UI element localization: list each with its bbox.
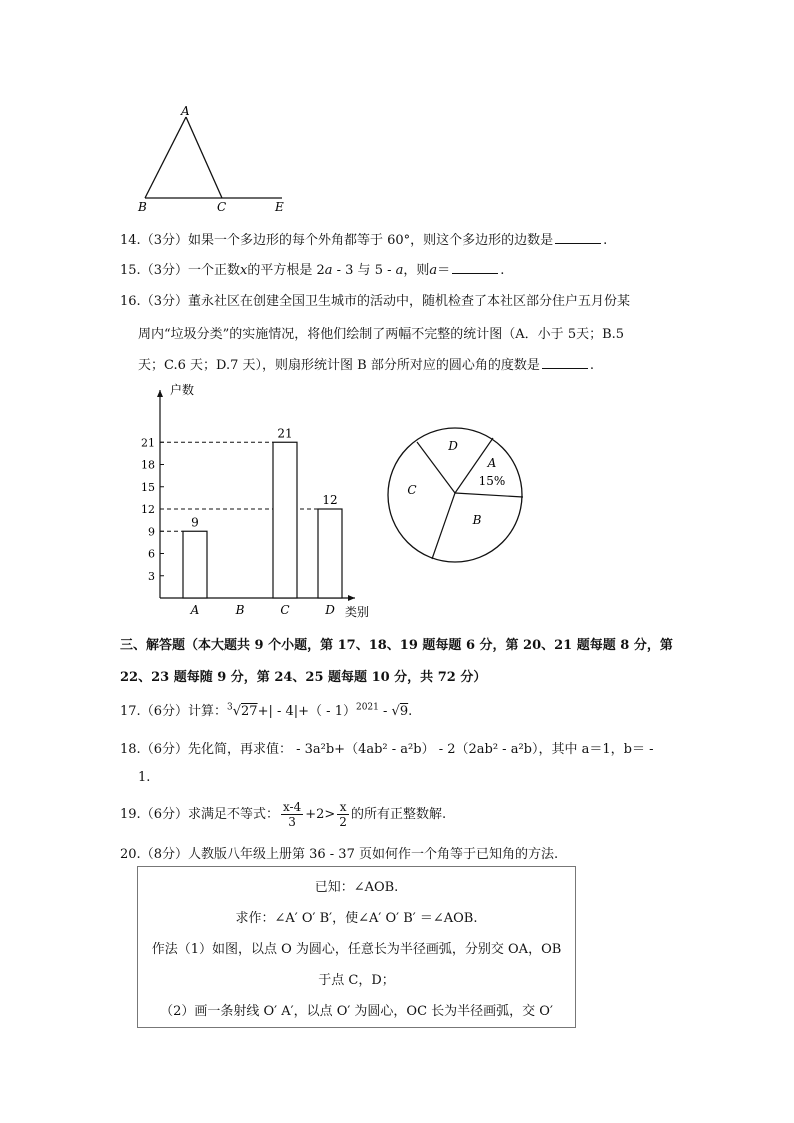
question-14 — [120, 229, 607, 248]
q15-text-b: 的平方根是 2 — [247, 263, 325, 278]
question-18-line1 — [120, 738, 654, 757]
q19-number: 19. — [120, 807, 141, 822]
q19-fraction-2 — [337, 800, 349, 829]
q15-text-a: 一个正数 — [187, 263, 240, 278]
q19-tail: 的所有正整数解. — [350, 807, 447, 822]
y-tick-label-12: 12 — [141, 503, 155, 516]
q16-score: （3分） — [140, 294, 188, 309]
box-method-line3: （2）画一条射线 O′ A′，以点 O′ 为圆心，OC 长为半径画弧，交 O′ — [160, 1004, 553, 1019]
q17-radicand1: 27 — [241, 704, 258, 719]
q17-radicand2: 9 — [399, 704, 409, 719]
q15-text-e: ＝ — [437, 263, 451, 278]
q19-frac2-num: x — [337, 800, 349, 815]
q20-score: （8分） — [140, 847, 188, 862]
q16-end: . — [589, 358, 594, 373]
box-find: 求作：∠A′ O′ B′，使∠A′ O′ B′ ＝∠AOB. — [235, 911, 478, 926]
q19-fraction-1 — [281, 800, 303, 829]
q18-number: 18. — [120, 742, 141, 757]
y-tick-label-18: 18 — [141, 458, 155, 472]
q15-var-a3: a — [429, 263, 438, 278]
q16-number: 16. — [120, 294, 141, 309]
q17-exponent: 2021 — [355, 702, 379, 713]
x-tick-label-B: B — [235, 603, 245, 617]
section-3-line1: 三、解答题（本大题共 9 个小题，第 17、18、19 题每题 6 分，第 20、21 题每题 8 分，第 — [120, 638, 673, 653]
question-15 — [120, 259, 504, 278]
q19-mid: +2> — [305, 807, 336, 822]
q19-frac2-den: 2 — [339, 815, 347, 829]
q15-text-c: - 3 与 5 - — [332, 263, 396, 278]
q17-text: 计算： — [187, 704, 227, 719]
bar-D — [318, 509, 342, 598]
x-tick-label-A: A — [190, 603, 200, 617]
q20-number: 20. — [120, 847, 141, 862]
y-axis-arrow — [157, 390, 163, 397]
question-16-line3 — [138, 354, 594, 373]
q16-line2: 周内“垃圾分类”的实施情况，将他们绘制了两幅不完整的统计图（A．小于 5天；B.5 — [138, 327, 625, 342]
q19-text: 求满足不等式： — [187, 807, 279, 822]
q15-var-a2: a — [395, 263, 404, 278]
bar-value-label-A: 9 — [191, 515, 199, 530]
pie-label-A: A — [487, 456, 497, 470]
q17-root-index: 3 — [226, 702, 233, 713]
q14-text: 如果一个多边形的每个外角都等于 60°，则这个多边形的边数是 — [187, 233, 554, 248]
q17-score: （6分） — [140, 704, 188, 719]
q15-answer-blank[interactable] — [452, 261, 498, 274]
pie-label-B: B — [472, 513, 482, 527]
x-axis-label: 类别 — [345, 605, 370, 619]
bar-value-label-C: 21 — [277, 426, 293, 441]
q19-frac1-den: 3 — [288, 815, 296, 829]
section-3-header-line2 — [120, 666, 486, 685]
box-method-line2: 于点 C，D； — [318, 973, 395, 988]
section-3-header-line1 — [120, 634, 673, 653]
q17-minus: - — [378, 704, 392, 719]
pie-chart — [380, 420, 530, 570]
y-tick-label-15: 15 — [141, 480, 155, 494]
question-16-line1 — [120, 290, 630, 309]
q14-score: （3分） — [140, 233, 188, 248]
question-19 — [120, 800, 446, 829]
section-3-line2: 22、23 题每随 9 分，第 24、25 题每题 10 分，共 72 分） — [120, 670, 487, 685]
q20-text: 人教版八年级上册第 36 - 37 页如何作一个角等于已知角的方法. — [187, 847, 559, 862]
q14-end: . — [603, 233, 608, 248]
q16-line1: 董永社区在创建全国卫生城市的活动中，随机检查了本社区部分住户五月份某 — [187, 294, 630, 309]
y-tick-label-9: 9 — [148, 525, 155, 539]
bar-value-label-D: 12 — [322, 493, 338, 507]
q17-end: . — [408, 704, 413, 719]
label-b: B — [138, 200, 147, 214]
q18-line2: 1. — [138, 770, 151, 785]
pie-label-C: C — [407, 483, 417, 497]
q15-text-d: ，则 — [403, 263, 430, 278]
x-tick-label-D: D — [325, 603, 335, 617]
x-tick-label-C: C — [280, 603, 290, 617]
q17-radical2: √9 — [391, 704, 409, 719]
y-tick-label-6: 6 — [148, 547, 155, 561]
construction-box — [137, 866, 576, 1028]
q15-number: 15. — [120, 263, 141, 278]
q16-answer-blank[interactable] — [542, 356, 588, 369]
q19-score: （6分） — [140, 807, 188, 822]
pie-label-D: D — [448, 439, 458, 453]
q17-radical1: √27 — [232, 704, 258, 719]
bar-C — [273, 442, 297, 598]
q15-var-a1: a — [324, 263, 333, 278]
bar-A — [183, 531, 207, 598]
question-17 — [120, 700, 412, 719]
q18-line1: 先化简，再求值： - 3a²b+（4ab² - a²b） - 2（2ab² - a²b），其中 a＝1，b＝ - — [187, 742, 654, 757]
y-axis-label: 户数 — [170, 383, 195, 397]
label-c: C — [217, 200, 227, 214]
q14-number: 14. — [120, 233, 141, 248]
label-e: E — [275, 200, 284, 214]
y-tick-label-21: 21 — [141, 436, 155, 450]
q18-score: （6分） — [140, 742, 188, 757]
question-16-line2 — [138, 323, 624, 342]
box-method-line1: 作法（1）如图，以点 O 为圆心，任意长为半径画弧，分别交 OA，OB — [151, 942, 562, 957]
triangle-figure — [130, 100, 300, 215]
question-20 — [120, 843, 558, 862]
label-a: A — [181, 104, 190, 118]
pie-percent-A: 15% — [478, 474, 506, 488]
bar-chart — [130, 378, 400, 628]
q17-mid: +| - 4|+（ - 1） — [257, 704, 356, 719]
q19-frac1-num: x-4 — [282, 800, 302, 814]
box-known: 已知：∠AOB. — [314, 880, 399, 895]
q14-answer-blank[interactable] — [555, 231, 601, 244]
q15-end: . — [500, 263, 505, 278]
side-ab — [145, 117, 186, 198]
side-ac — [186, 117, 222, 198]
q16-line3: 天；C.6 天；D.7 天），则扇形统计图 B 部分所对应的圆心角的度数是 — [138, 358, 540, 373]
y-tick-label-3: 3 — [148, 569, 155, 583]
q17-number: 17. — [120, 704, 141, 719]
x-axis-arrow — [348, 595, 355, 601]
q15-score: （3分） — [140, 263, 188, 278]
question-18-line2 — [138, 770, 150, 785]
q15-var-x: x — [239, 263, 248, 278]
